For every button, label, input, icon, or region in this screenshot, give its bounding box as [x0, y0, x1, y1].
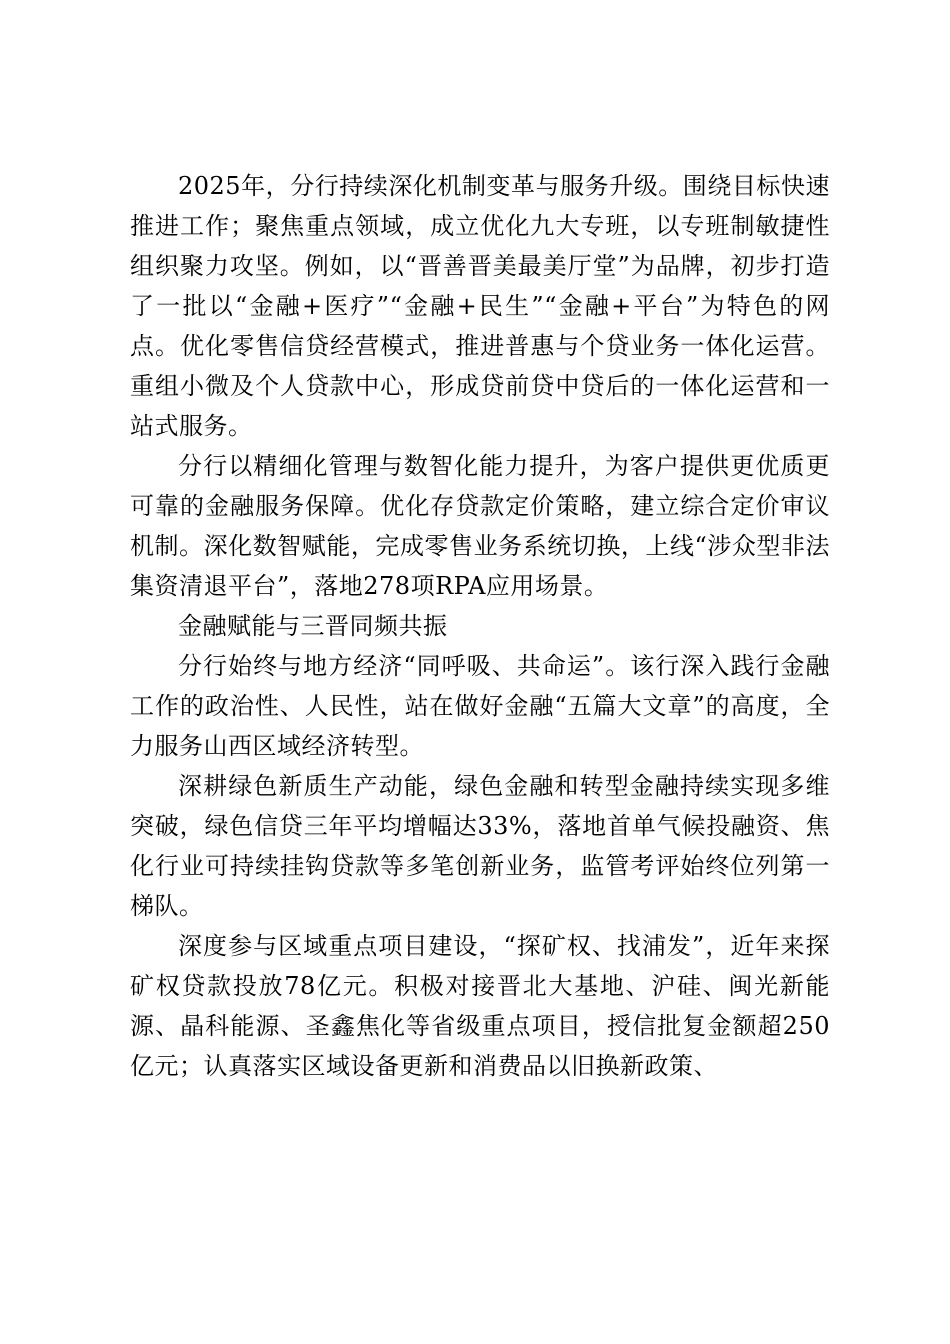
document-body	[130, 166, 830, 1086]
section-heading: 金融赋能与三晋同频共振	[178, 612, 448, 640]
paragraph-green-finance: 深耕绿色新质生产动能，绿色金融和转型金融持续实现多维突破，绿色信贷三年平均增幅达33%，落地首单气候投融资、焦化行业可持续挂钩贷款等多笔创新业务，监管考评始终位列第一梯队。	[130, 772, 830, 920]
paragraph-digital: 分行以精细化管理与数智化能力提升，为客户提供更优质更可靠的金融服务保障。优化存贷款定价策略，建立综合定价审议机制。深化数智赋能，完成零售业务系统切换，上线“涉众型非法集资清退平台”，落地278项RPA应用场景。	[130, 452, 830, 600]
paragraph-key-projects: 深度参与区域重点项目建设，“探矿权、找浦发”，近年来探矿权贷款投放78亿元。积极对接晋北大基地、沪硅、闽光新能源、晶科能源、圣鑫焦化等省级重点项目，授信批复金额超250亿元；认真落实区域设备更新和消费品以旧换新政策、	[130, 932, 830, 1080]
paragraph-local-economy: 分行始终与地方经济“同呼吸、共命运”。该行深入践行金融工作的政治性、人民性，站在做好金融“五篇大文章”的高度，全力服务山西区域经济转型。	[130, 652, 830, 760]
paragraph-reform: 2025年，分行持续深化机制变革与服务升级。围绕目标快速推进工作；聚焦重点领域，成立优化九大专班，以专班制敏捷性组织聚力攻坚。例如，以“晋善晋美最美厅堂”为品牌，初步打造了一批以“金融+医疗”“金融+民生”“金融+平台”为特色的网点。优化零售信贷经营模式，推进普惠与个贷业务一体化运营。重组小微及个人贷款中心，形成贷前贷中贷后的一体化运营和一站式服务。	[130, 172, 830, 440]
